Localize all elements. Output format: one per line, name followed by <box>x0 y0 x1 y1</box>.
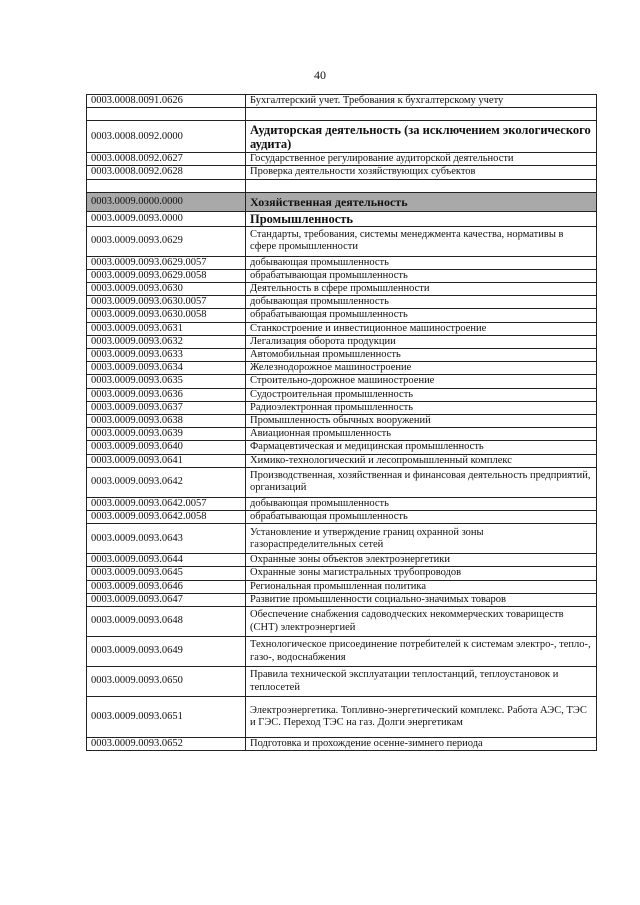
table-row <box>87 226 597 256</box>
row-name: Фармацевтическая и медицинская промышленность <box>246 441 597 454</box>
row-name: добывающая промышленность <box>246 296 597 309</box>
row-name: Промышленность <box>246 211 597 226</box>
row-code: 0003.0009.0093.0630 <box>87 283 246 296</box>
row-code: 0003.0009.0093.0631 <box>87 322 246 335</box>
table-row <box>87 166 597 179</box>
row-name: Химико-технологический и лесопромышленный комплекс <box>246 454 597 467</box>
row-code: 0003.0009.0093.0642.0057 <box>87 497 246 510</box>
row-code: 0003.0008.0091.0626 <box>87 95 246 108</box>
row-code: 0003.0009.0093.0629.0057 <box>87 256 246 269</box>
table-row <box>87 428 597 441</box>
row-name: Охранные зоны объектов электроэнергетики <box>246 554 597 567</box>
row-name: Радиоэлектронная промышленность <box>246 401 597 414</box>
row-name: Государственное регулирование аудиторской деятельности <box>246 153 597 166</box>
classifier-table-body <box>87 95 597 751</box>
row-name: обрабатывающая промышленность <box>246 309 597 322</box>
row-name: Подготовка и прохождение осенне-зимнего периода <box>246 738 597 751</box>
table-row <box>87 192 597 211</box>
row-code: 0003.0009.0093.0630.0058 <box>87 309 246 322</box>
row-name: добывающая промышленность <box>246 497 597 510</box>
row-name: Деятельность в сфере промышленности <box>246 283 597 296</box>
row-code: 0003.0008.0092.0628 <box>87 166 246 179</box>
row-name: Станкостроение и инвестиционное машиностроение <box>246 322 597 335</box>
row-code: 0003.0009.0093.0650 <box>87 667 246 697</box>
table-row <box>87 375 597 388</box>
page-number: 40 <box>314 68 326 82</box>
classifier-table <box>86 94 597 751</box>
table-row <box>87 607 597 637</box>
row-code: 0003.0009.0093.0642 <box>87 467 246 497</box>
row-name: Проверка деятельности хозяйствующих субъектов <box>246 166 597 179</box>
row-code: 0003.0009.0093.0000 <box>87 211 246 226</box>
table-row <box>87 497 597 510</box>
row-code: 0003.0009.0093.0634 <box>87 362 246 375</box>
row-code: 0003.0009.0000.0000 <box>87 192 246 211</box>
row-name: Технологическое присоединение потребителей к системам электро-, тепло-, газо-, водоснабжения <box>246 637 597 667</box>
row-code: 0003.0009.0093.0633 <box>87 349 246 362</box>
row-name: добывающая промышленность <box>246 256 597 269</box>
table-row <box>87 211 597 226</box>
row-code: 0003.0009.0093.0647 <box>87 593 246 606</box>
table-row <box>87 467 597 497</box>
row-code: 0003.0009.0093.0651 <box>87 697 246 738</box>
table-row <box>87 108 597 121</box>
table-row <box>87 256 597 269</box>
row-name: Правила технической эксплуатации теплостанций, теплоустановок и теплосетей <box>246 667 597 697</box>
table-row <box>87 269 597 282</box>
table-row <box>87 335 597 348</box>
row-name: Развитие промышленности социально-значимых товаров <box>246 593 597 606</box>
table-row <box>87 362 597 375</box>
row-code: 0003.0009.0093.0649 <box>87 637 246 667</box>
row-code: 0003.0009.0093.0632 <box>87 335 246 348</box>
table-row <box>87 349 597 362</box>
row-name: Установление и утверждение границ охранной зоны газораспределительных сетей <box>246 524 597 554</box>
row-name: Региональная промышленная политика <box>246 580 597 593</box>
table-row <box>87 593 597 606</box>
row-code: 0003.0009.0093.0638 <box>87 415 246 428</box>
table-row <box>87 401 597 414</box>
row-code <box>87 108 246 121</box>
row-name: Бухгалтерский учет. Требования к бухгалтерскому учету <box>246 95 597 108</box>
table-row <box>87 283 597 296</box>
row-code: 0003.0009.0093.0637 <box>87 401 246 414</box>
row-name: Промышленность обычных вооружений <box>246 415 597 428</box>
row-name: обрабатывающая промышленность <box>246 511 597 524</box>
table-row <box>87 179 597 192</box>
table-row <box>87 524 597 554</box>
table-row <box>87 697 597 738</box>
row-code: 0003.0009.0093.0642.0058 <box>87 511 246 524</box>
row-code: 0003.0008.0092.0627 <box>87 153 246 166</box>
table-row <box>87 511 597 524</box>
row-name: Легализация оборота продукции <box>246 335 597 348</box>
row-code: 0003.0009.0093.0644 <box>87 554 246 567</box>
row-name: Охранные зоны магистральных трубопроводов <box>246 567 597 580</box>
row-name <box>246 108 597 121</box>
table-row <box>87 567 597 580</box>
table-row <box>87 95 597 108</box>
row-code: 0003.0009.0093.0629 <box>87 226 246 256</box>
table-row <box>87 441 597 454</box>
table-row <box>87 296 597 309</box>
row-name: Хозяйственная деятельность <box>246 192 597 211</box>
row-name: Строительно-дорожное машиностроение <box>246 375 597 388</box>
row-code: 0003.0009.0093.0641 <box>87 454 246 467</box>
table-row <box>87 454 597 467</box>
row-code: 0003.0009.0093.0630.0057 <box>87 296 246 309</box>
table-row <box>87 738 597 751</box>
row-code: 0003.0008.0092.0000 <box>87 121 246 153</box>
row-name: Железнодорожное машиностроение <box>246 362 597 375</box>
table-row <box>87 309 597 322</box>
table-row <box>87 415 597 428</box>
row-name: Аудиторская деятельность (за исключением экологического аудита) <box>246 121 597 153</box>
row-name <box>246 179 597 192</box>
row-code: 0003.0009.0093.0636 <box>87 388 246 401</box>
row-name: Автомобильная промышленность <box>246 349 597 362</box>
row-code: 0003.0009.0093.0640 <box>87 441 246 454</box>
row-code: 0003.0009.0093.0629.0058 <box>87 269 246 282</box>
row-code: 0003.0009.0093.0652 <box>87 738 246 751</box>
row-code: 0003.0009.0093.0639 <box>87 428 246 441</box>
row-code: 0003.0009.0093.0635 <box>87 375 246 388</box>
row-name: Стандарты, требования, системы менеджмента качества, нормативы в сфере промышленности <box>246 226 597 256</box>
table-row <box>87 637 597 667</box>
table-row <box>87 153 597 166</box>
row-name: Авиационная промышленность <box>246 428 597 441</box>
table-row <box>87 121 597 153</box>
table-row <box>87 580 597 593</box>
table-row <box>87 667 597 697</box>
row-code: 0003.0009.0093.0645 <box>87 567 246 580</box>
row-name: Электроэнергетика. Топливно-энергетический комплекс. Работа АЭС, ТЭС и ГЭС. Переход ТЭС на газ. Долги энергетикам <box>246 697 597 738</box>
row-name: обрабатывающая промышленность <box>246 269 597 282</box>
table-row <box>87 554 597 567</box>
row-name: Производственная, хозяйственная и финансовая деятельность предприятий, организаций <box>246 467 597 497</box>
row-code: 0003.0009.0093.0646 <box>87 580 246 593</box>
table-row <box>87 322 597 335</box>
row-code <box>87 179 246 192</box>
row-name: Обеспечение снабжения садоводческих некоммерческих товариществ (СНТ) электроэнергией <box>246 607 597 637</box>
row-code: 0003.0009.0093.0648 <box>87 607 246 637</box>
row-code: 0003.0009.0093.0643 <box>87 524 246 554</box>
table-row <box>87 388 597 401</box>
row-name: Судостроительная промышленность <box>246 388 597 401</box>
